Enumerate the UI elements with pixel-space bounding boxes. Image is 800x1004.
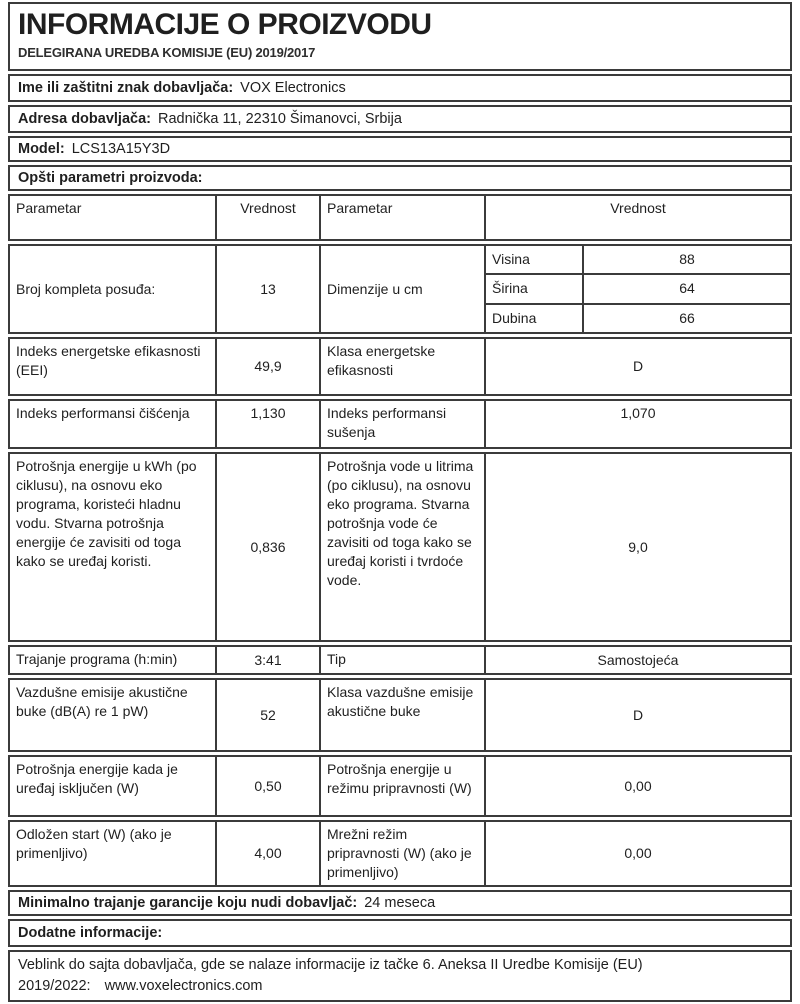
param-noise: Vazdušne emisije akustične buke (dB(A) re 1 pW) — [16, 684, 188, 719]
dimension-depth-value: 66 — [679, 309, 695, 326]
header-param2: Parametar — [319, 196, 484, 239]
dimension-row-height — [486, 246, 790, 273]
regulation-subtitle: DELEGIRANA UREDBA KOMISIJE (EU) 2019/2017 — [18, 45, 316, 60]
weblink-text-line1: Veblink do sajta dobavljača, gde se nalaze informacije iz tačke 6. Aneksa II Uredbe Komisije (EU) — [18, 957, 643, 973]
warranty-row — [8, 890, 792, 916]
page-title: INFORMACIJE O PROIZVODU — [18, 8, 432, 41]
weblink-text-line2 — [18, 976, 782, 997]
supplier-name-row — [8, 74, 792, 102]
warranty-label: Minimalno trajanje garancije koju nudi dobavljač: — [18, 895, 358, 911]
supplier-website-url: www.voxelectronics.com — [104, 978, 263, 994]
param-drying-index: Indeks performansi sušenja — [319, 401, 484, 447]
value-energy-class: D — [484, 339, 790, 394]
param-energy-class: Klasa energetske efikasnosti — [319, 339, 484, 394]
param-cleaning-index: Indeks performansi čišćenja — [16, 405, 190, 421]
param-noise-class: Klasa vazdušne emisije akustične buke — [319, 680, 484, 750]
table-row-duration — [8, 645, 792, 675]
title-block — [8, 2, 792, 71]
table-row-eei — [8, 337, 792, 396]
param-type: Tip — [319, 647, 484, 673]
supplier-address-row — [8, 105, 792, 133]
table-row-place-settings — [8, 244, 792, 334]
param-dimensions: Dimenzije u cm — [319, 246, 484, 332]
value-off-mode: 0,50 — [215, 757, 319, 815]
additional-info-label: Dodatne informacije: — [18, 925, 163, 941]
value-standby: 0,00 — [484, 757, 790, 815]
header-value1: Vrednost — [215, 196, 319, 239]
weblink-regulation: 2019/2022: — [18, 978, 91, 994]
model-value: LCS13A15Y3D — [71, 141, 171, 157]
supplier-address-value: Radnička 11, 22310 Šimanovci, Srbija — [157, 111, 402, 127]
dimension-width-value: 64 — [679, 280, 695, 297]
dimension-row-depth — [486, 303, 790, 332]
param-networked-standby: Mrežni režim pripravnosti (W) (ako je primenljivo) — [319, 822, 484, 885]
param-standby: Potrošnja energije u režimu pripravnosti (W) — [319, 757, 484, 815]
model-label: Model: — [18, 141, 65, 157]
supplier-address-label: Adresa dobavljača: — [18, 111, 151, 127]
value-delayed-start: 4,00 — [215, 822, 319, 885]
table-row-performance — [8, 399, 792, 449]
param-eei: Indeks energetske efikasnosti (EEI) — [16, 343, 201, 378]
table-row-delayed-start — [8, 820, 792, 887]
value-cleaning-index: 1,130 — [215, 401, 319, 447]
param-program-duration: Trajanje programa (h:min) — [16, 651, 178, 667]
value-water-consumption: 9,0 — [484, 454, 790, 640]
warranty-value: 24 meseca — [364, 895, 436, 911]
supplier-name-value: VOX Electronics — [240, 80, 346, 96]
dimension-depth-label: Dubina — [486, 305, 584, 332]
value-noise-class: D — [484, 680, 790, 750]
header-param1: Parametar — [16, 200, 82, 216]
value-place-settings: 13 — [215, 246, 319, 332]
value-networked-standby: 0,00 — [484, 822, 790, 885]
dimension-height-label: Visina — [486, 246, 584, 273]
table-header-row — [8, 194, 792, 241]
header-value2: Vrednost — [484, 196, 790, 239]
value-energy-consumption: 0,836 — [215, 454, 319, 640]
general-params-label: Opšti parametri proizvoda: — [18, 170, 203, 186]
dimension-width-label: Širina — [486, 275, 584, 302]
general-params-heading — [8, 165, 792, 191]
dimension-height-value: 88 — [679, 251, 695, 268]
param-place-settings: Broj kompleta posuđa: — [16, 280, 156, 297]
value-noise: 52 — [215, 680, 319, 750]
dimension-row-width — [486, 273, 790, 302]
value-program-duration: 3:41 — [215, 647, 319, 673]
model-row — [8, 136, 792, 162]
value-eei: 49,9 — [215, 339, 319, 394]
table-row-off-mode — [8, 755, 792, 817]
param-energy-consumption: Potrošnja energije u kWh (po ciklusu), na osnovu eko programa, koristeći hladnu vodu. Stvarna potrošnja energije će zavisiti od toga kako se uređaj koristi. — [16, 458, 197, 569]
weblink-row — [8, 950, 792, 1002]
value-drying-index: 1,070 — [484, 401, 790, 447]
param-water-consumption: Potrošnja vode u litrima (po ciklusu), na osnovu eko programa. Stvarna potrošnja vode će zavisiti od toga kako se uređaj koristi i tvrdoće vode. — [319, 454, 484, 640]
value-type: Samostojeća — [484, 647, 790, 673]
param-delayed-start: Odložen start (W) (ako je primenljivo) — [16, 826, 172, 861]
table-row-consumption — [8, 452, 792, 642]
table-row-noise — [8, 678, 792, 752]
additional-info-heading — [8, 919, 792, 947]
dimensions-subtable — [484, 246, 790, 332]
supplier-name-label: Ime ili zaštitni znak dobavljača: — [18, 80, 234, 96]
param-off-mode: Potrošnja energije kada je uređaj isključen (W) — [16, 761, 178, 796]
